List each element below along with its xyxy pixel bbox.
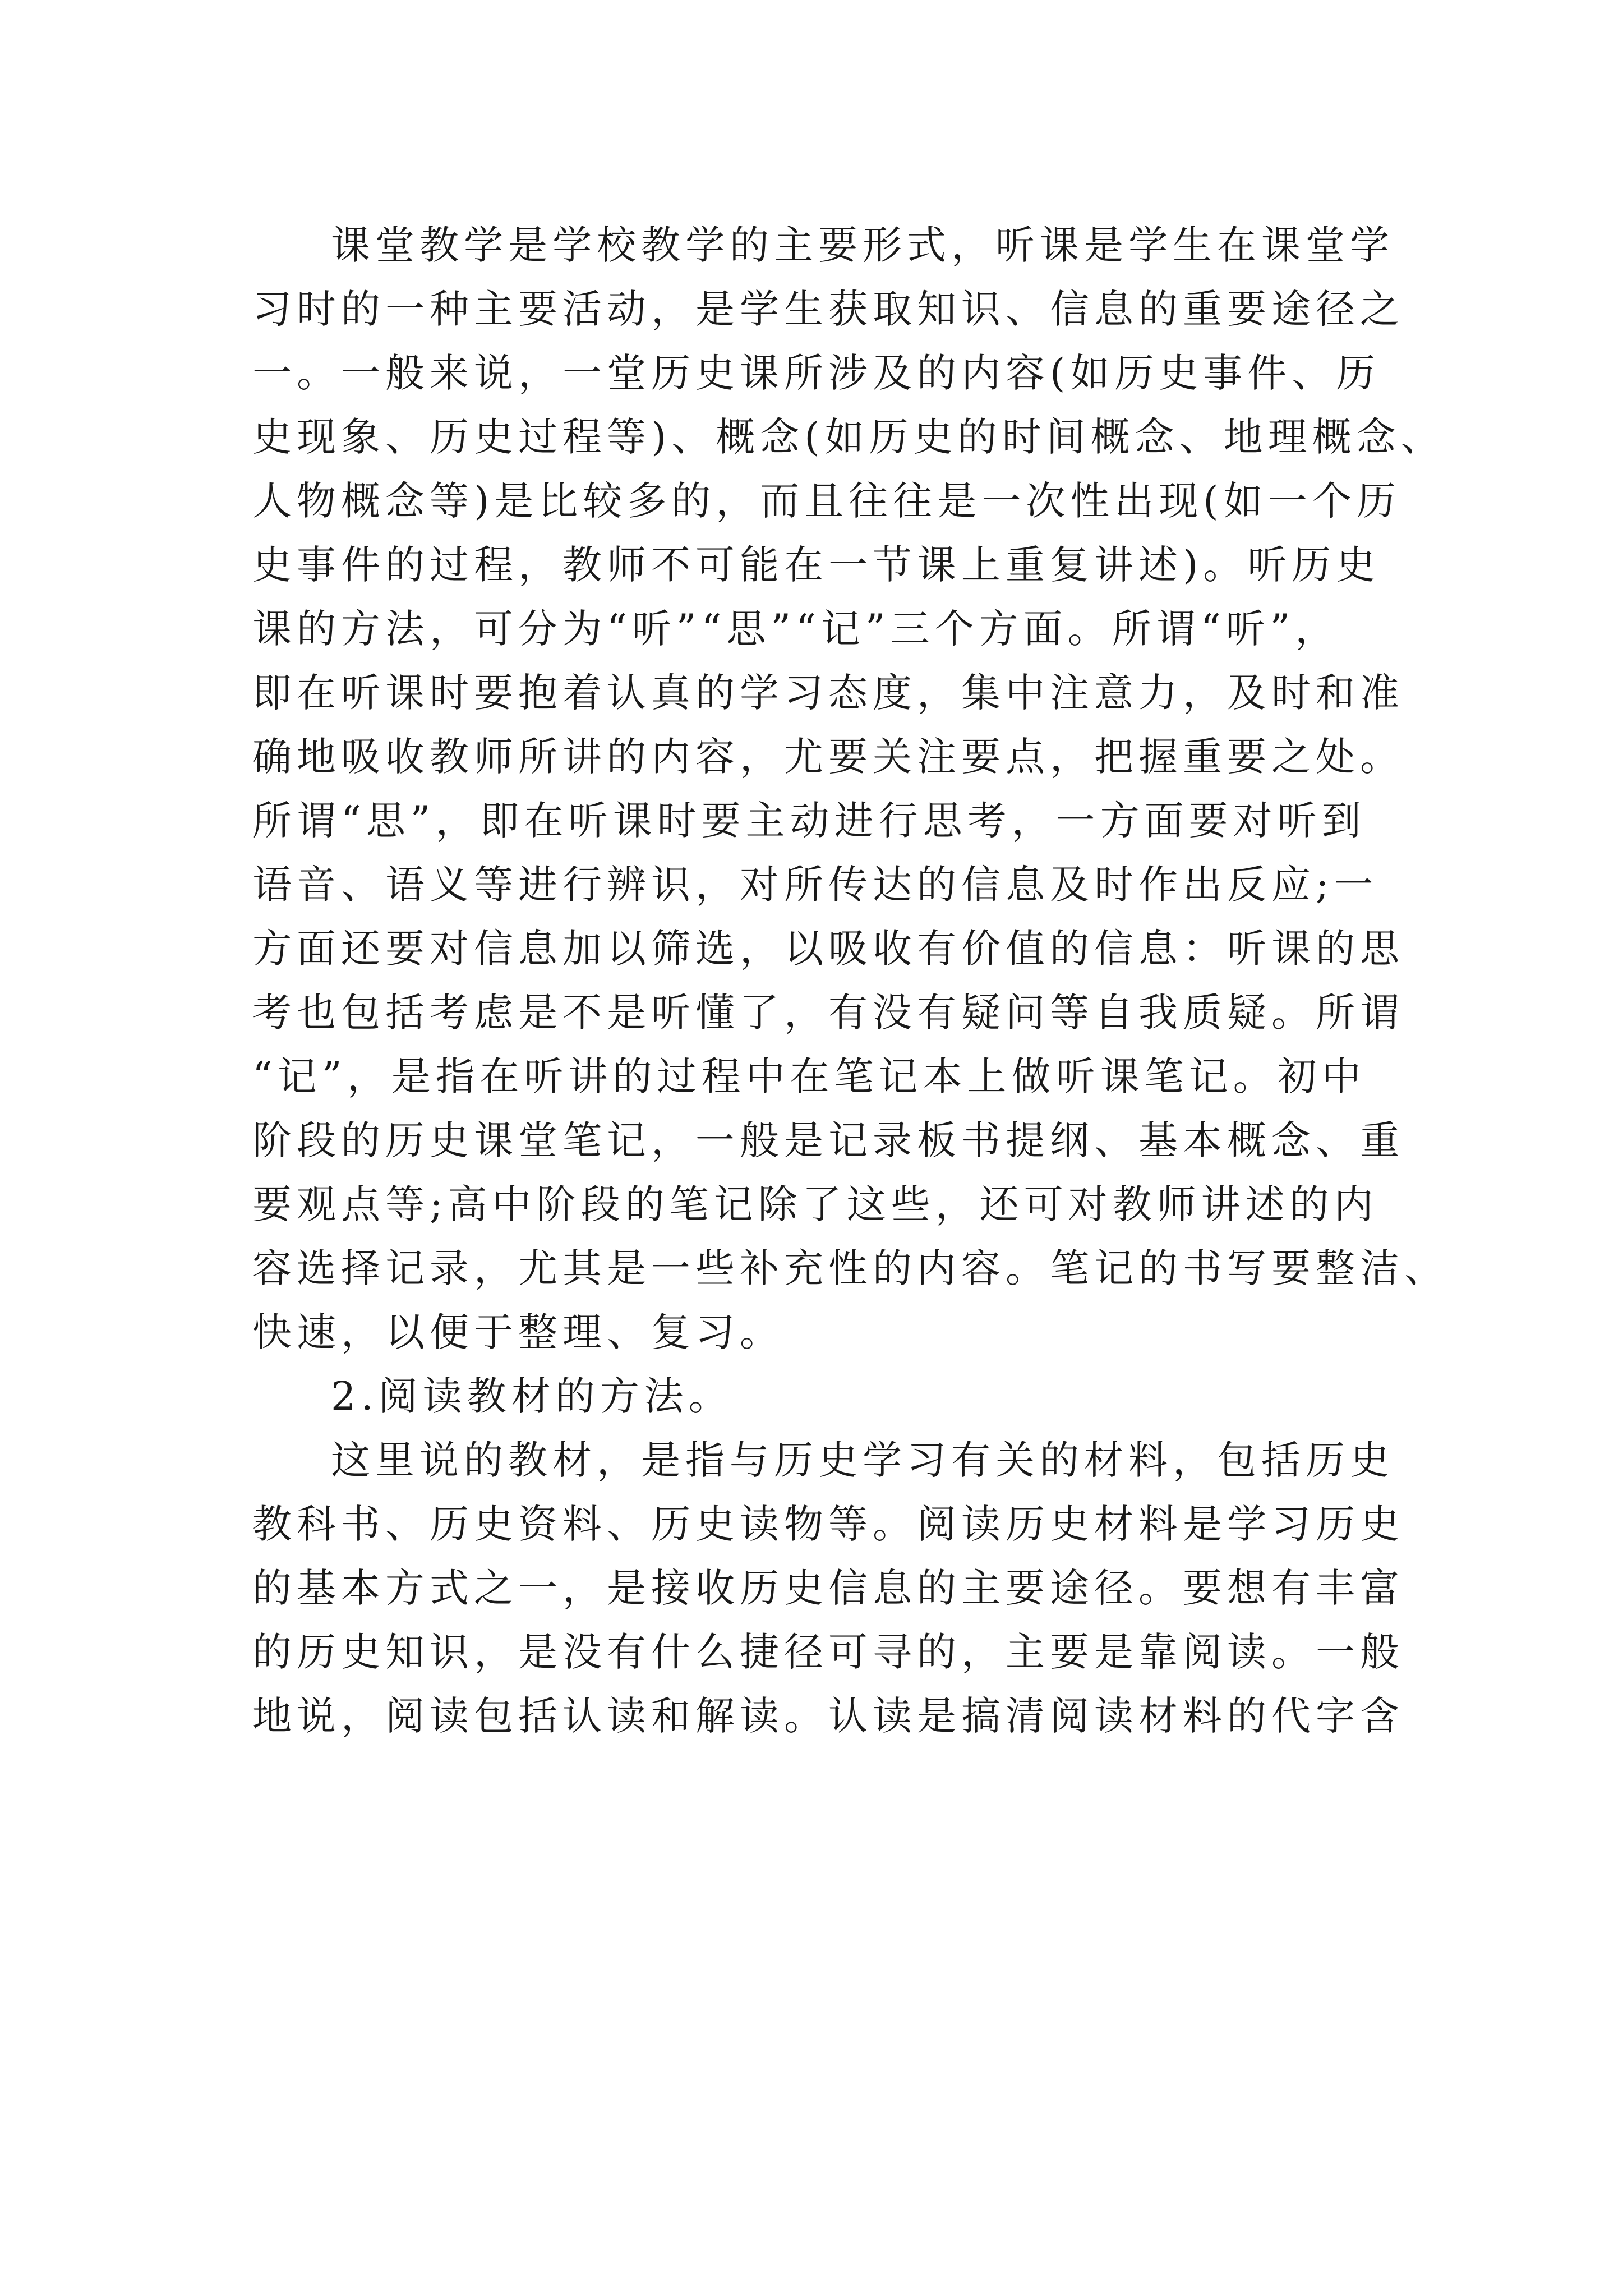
text-line: 一。一般来说，一堂历史课所涉及的内容(如历史事件、历 <box>252 350 1381 396</box>
text-line: 确地吸收教师所讲的内容，尤要关注要点，把握重要之处。 <box>252 734 1404 780</box>
text-line: 考也包括考虑是不是听懂了，有没有疑问等自我质疑。所谓 <box>252 990 1404 1036</box>
text-line: 快速，以便于整理、复习。 <box>252 1309 784 1355</box>
text-line: 课的方法，可分为“听”“思”“记”三个方面。所谓“听”， <box>252 606 1340 652</box>
text-line: 的基本方式之一，是接收历史信息的主要途径。要想有丰富 <box>252 1565 1404 1611</box>
section-heading: 2.阅读教材的方法。 <box>331 1373 733 1419</box>
text-line: 即在听课时要抱着认真的学习态度，集中注意力，及时和准 <box>252 670 1404 716</box>
text-line: 要观点等;高中阶段的笔记除了这些，还可对教师讲述的内 <box>252 1181 1378 1227</box>
text-line: 人物概念等)是比较多的，而且往往是一次性出现(如一个历 <box>252 478 1401 524</box>
text-line: 所谓“思”，即在听课时要主动进行思考，一方面要对听到 <box>252 798 1366 844</box>
text-line: “记”，是指在听讲的过程中在笔记本上做听课笔记。初中 <box>252 1053 1366 1099</box>
text-line: 的历史知识，是没有什么捷径可寻的，主要是靠阅读。一般 <box>252 1629 1404 1675</box>
text-line: 地说，阅读包括认读和解读。认读是搞清阅读材料的代字含 <box>252 1693 1404 1739</box>
text-line: 这里说的教材，是指与历史学习有关的材料，包括历史 <box>331 1437 1394 1483</box>
text-line: 阶段的历史课堂笔记，一般是记录板书提纲、基本概念、重 <box>252 1117 1404 1163</box>
text-line: 方面还要对信息加以筛选，以吸收有价值的信息：听课的思 <box>252 926 1404 972</box>
text-line: 习时的一种主要活动，是学生获取知识、信息的重要途径之 <box>252 286 1404 332</box>
text-line: 课堂教学是学校教学的主要形式，听课是学生在课堂学 <box>331 222 1394 268</box>
text-line: 史事件的过程，教师不可能在一节课上重复讲述)。听历史 <box>252 542 1381 588</box>
text-line: 史现象、历史过程等)、概念(如历史的时间概念、地理概念、 <box>252 414 1445 460</box>
document-body <box>252 213 1449 1748</box>
text-line: 语音、语义等进行辨识，对所传达的信息及时作出反应;一 <box>252 862 1378 908</box>
text-line: 容选择记录，尤其是一些补充性的内容。笔记的书写要整洁、 <box>252 1245 1449 1291</box>
text-line: 教科书、历史资料、历史读物等。阅读历史材料是学习历史 <box>252 1501 1404 1547</box>
